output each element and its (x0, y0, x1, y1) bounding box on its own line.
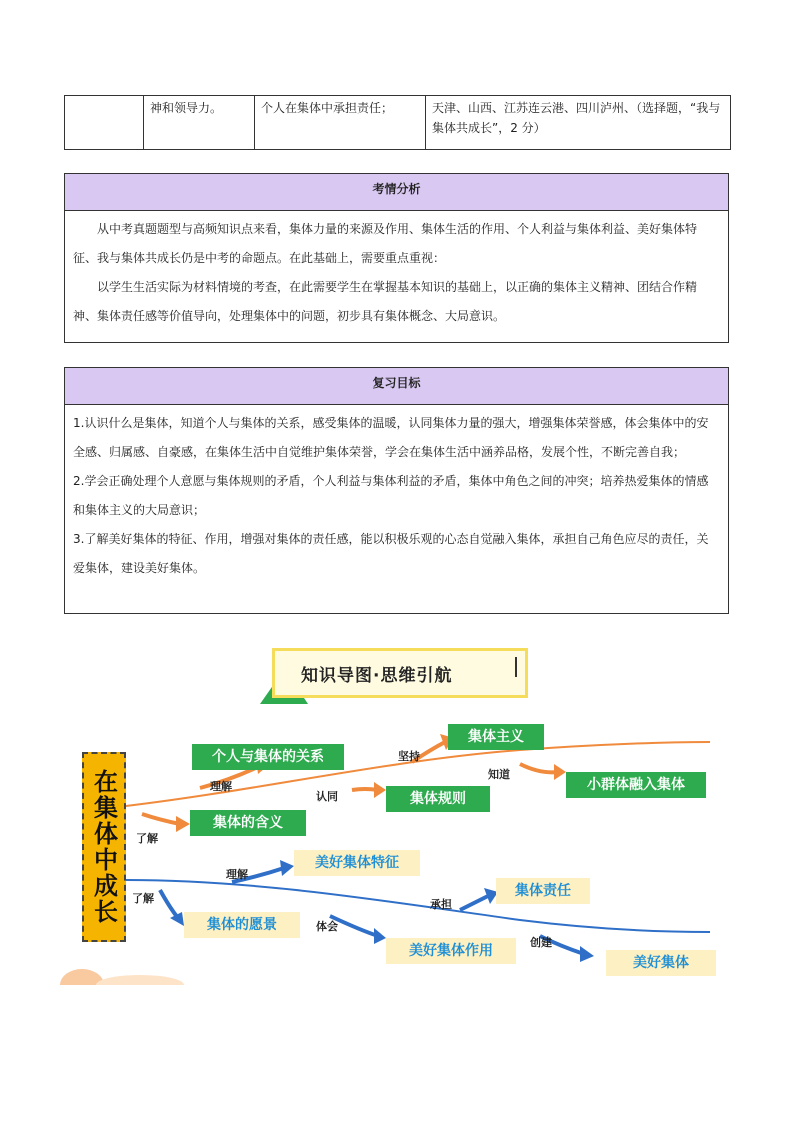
label-know: 知道 (488, 768, 510, 781)
goal-item: 2.学会正确处理个人意愿与集体规则的矛盾，个人利益与集体利益的矛盾，集体中角色之间的冲突；培养热爱集体的情感和集体主义的大局意识； (73, 474, 709, 517)
node-small-group: 小群体融入集体 (566, 772, 706, 798)
goals-title: 复习目标 (65, 368, 728, 405)
banner-title: 知识导图·思维引航 (301, 666, 453, 686)
label-understand: 理解 (210, 780, 232, 793)
node-vision: 集体的愿景 (184, 912, 300, 938)
analysis-paragraph: 从中考真题题型与高频知识点来看，集体力量的来源及作用、集体生活的作用、个人利益与集体利益、美好集体特征、我与集体共成长仍是中考的命题点。在此基础上，需要重点重视： (73, 222, 698, 265)
decor-shape (96, 975, 184, 985)
analysis-paragraph: 以学生生活实际为材料情境的考查，在此需要学生在掌握基本知识的基础上，以正确的集体主义精神、团结合作精神、集体责任感等价值导向，处理集体中的问题，初步具有集体概念、大局意识。 (73, 280, 698, 323)
analysis-section (64, 173, 729, 343)
label-learn: 了解 (136, 832, 158, 845)
analysis-title: 考情分析 (65, 174, 728, 211)
node-features: 美好集体特征 (294, 850, 420, 876)
arrow-vision (160, 890, 178, 918)
label-create: 创建 (530, 936, 552, 949)
node-responsibility: 集体责任 (496, 878, 590, 904)
node-good-collective: 美好集体 (606, 950, 716, 976)
node-meaning: 集体的含义 (190, 810, 306, 836)
label-undertake: 承担 (430, 898, 452, 911)
mind-map (60, 640, 740, 985)
root-label: 在集体中成长 (89, 769, 118, 925)
label-persist: 坚持 (398, 750, 420, 763)
label-agree: 认同 (316, 790, 338, 803)
table-cell: 天津、山西、江苏连云港、四川泸州、（选择题，“我与集体共成长”，2 分） (426, 96, 731, 150)
arrow-meaning (142, 814, 180, 824)
table-cell: 神和领导力。 (144, 96, 255, 150)
table-cell: 个人在集体中承担责任； (255, 96, 426, 150)
node-relation: 个人与集体的关系 (192, 744, 344, 770)
arrow-responsibility (460, 896, 488, 910)
table-cell-empty (65, 96, 144, 150)
root-node (82, 752, 126, 942)
top-table (64, 95, 731, 150)
goal-item: 3.了解美好集体的特征、作用，增强对集体的责任感，能以积极乐观的心态自觉融入集体，承担自己角色应尽的责任，关爱集体，建设美好集体。 (73, 532, 709, 575)
banner-bar (515, 657, 517, 677)
mind-map-banner (272, 648, 528, 698)
label-understand: 理解 (226, 868, 248, 881)
node-rules: 集体规则 (386, 786, 490, 812)
label-experience: 体会 (316, 920, 338, 933)
node-collectivism: 集体主义 (448, 724, 544, 750)
node-function: 美好集体作用 (386, 938, 516, 964)
goal-item: 1.认识什么是集体，知道个人与集体的关系，感受集体的温暖，认同集体力量的强大，增强集体荣誉感，体会集体中的安全感、归属感、自豪感，在集体生活中自觉维护集体荣誉，学会在集体生活中涵养品格，发展个性，不断完善自我； (73, 416, 709, 459)
goals-section (64, 367, 729, 614)
label-learn: 了解 (132, 892, 154, 905)
arrow-small-group (520, 764, 558, 772)
